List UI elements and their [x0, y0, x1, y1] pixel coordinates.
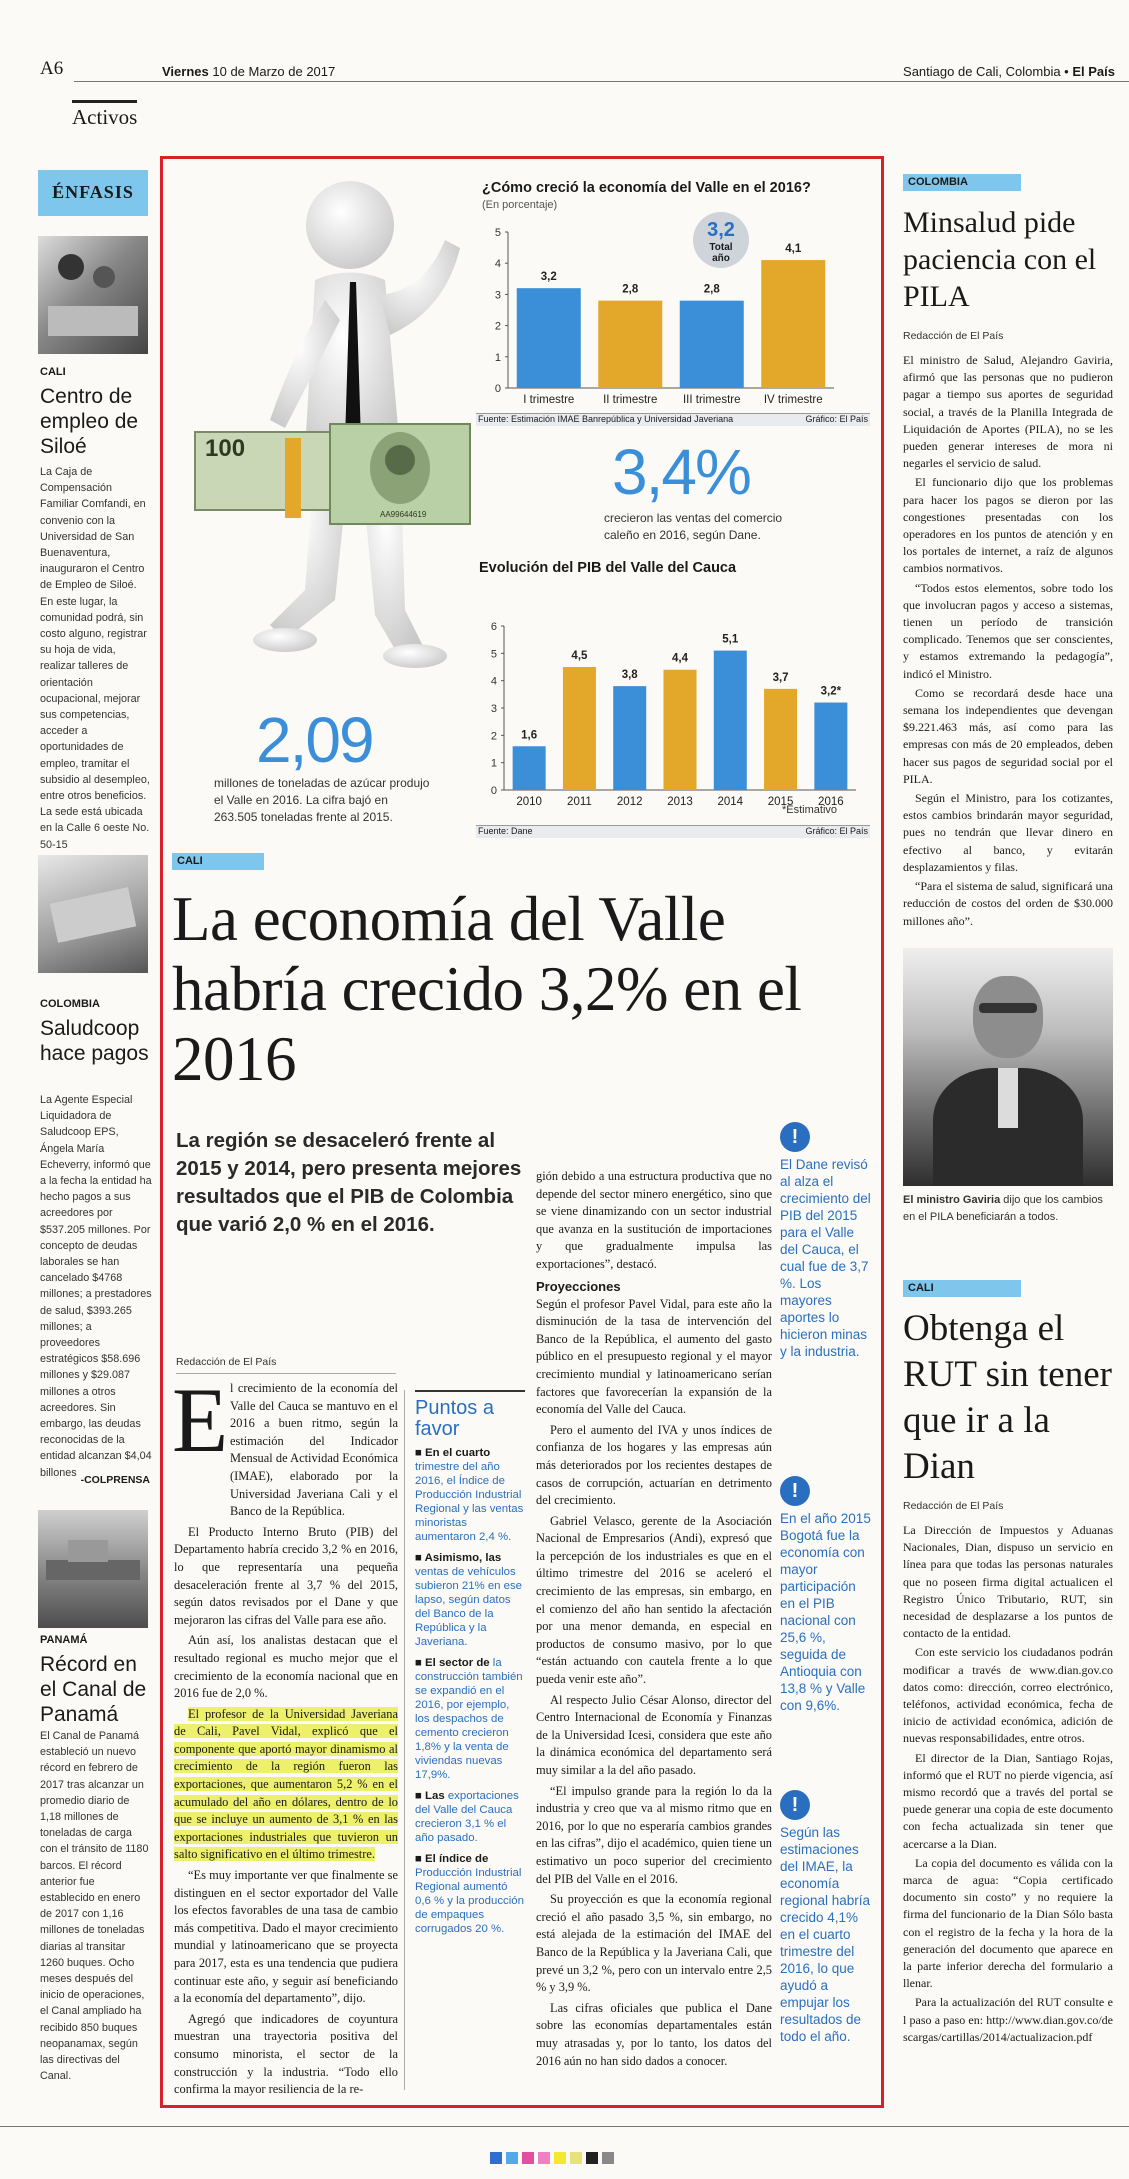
stat2-text: millones de toneladas de azúcar produjo el Valle en 2016. La cifra bajó en 263.505 toneladas frente al 2015.	[214, 776, 430, 824]
chart2-pib-evolution	[476, 612, 860, 810]
color-registration-strip	[490, 2152, 614, 2164]
col2-p2: Según el profesor Pavel Vidal, para este año la disminución de la tasa de intervención del Banco de la República, el aumento del gasto público en el presupuesto regional y el mayor crecimiento mundial y latinoamericano serían factores que favorecerían la expansión de la economía del Valle del Cauca.	[536, 1296, 772, 1417]
right1-p3: “Todos estos elementos, sobre todo los que involucran pagos y acceso a sistemas, tienen un período de transición complicado. Tenemos que ser conscientes, y estamos extremando la pedagogía”, indicó el Ministro.	[903, 580, 1113, 681]
chart2-note: *Estimativo	[782, 804, 838, 816]
illustration	[175, 170, 475, 760]
chart1-title: ¿Cómo creció la economía del Valle en el 2016?	[482, 180, 811, 196]
category-label: IV trimestre	[763, 394, 823, 406]
y-tick-label: 2	[490, 730, 497, 743]
bar-value-label: 3,2	[540, 271, 557, 284]
header-date	[162, 64, 335, 79]
bar-value-label: 5,1	[722, 633, 739, 646]
stat2-value: 2,09	[256, 704, 373, 776]
bar	[513, 746, 546, 790]
right-body-2	[903, 1522, 1113, 2046]
y-tick-label: 1	[494, 351, 501, 364]
main-p4	[174, 1706, 398, 1864]
left-photo-3	[38, 1510, 148, 1628]
left-tag-1: CALI	[40, 366, 66, 378]
left-tag-2: COLOMBIA	[40, 998, 100, 1010]
bar-value-label: 3,7	[772, 671, 789, 684]
fact-box-1	[780, 1122, 872, 1360]
main-p3: Aún así, los analistas destacan que el resultado regional es mucho mejor que el crecimiento de la economía nacional que en 2016 fue de 2,0 %.	[174, 1633, 398, 1701]
header-day: Viernes	[162, 64, 209, 79]
sidebar-item-head: ■ Las	[415, 1790, 448, 1802]
enfasis-badge	[38, 170, 148, 216]
right2-p1: La Dirección de Impuestos y Aduanas Nacionales, Dian, dispuso un servicio en línea para que todas las personas naturales que no poseen firma digital actualicen el Registro Único Tributario, RUT, sin necesidad de desplazarse a los puntos de contacto de la entidad.	[903, 1523, 1113, 1641]
category-label: 2013	[667, 796, 693, 808]
banknote-value: 100	[205, 435, 246, 462]
chart2-title: Evolución del PIB del Valle del Cauca	[479, 560, 737, 576]
bar-value-label: 4,4	[672, 652, 688, 665]
bar	[680, 301, 744, 388]
chart1-footer	[476, 413, 870, 426]
total-badge-value: 3,2	[707, 219, 735, 241]
chart1-subtitle: (En porcentaje)	[482, 199, 558, 211]
bar	[563, 667, 596, 790]
sidebar-item	[415, 1789, 525, 1845]
fact-box-2	[780, 1476, 872, 1714]
caption-text: dijo que los cambios en el PILA beneficiarán a todos.	[903, 1194, 1103, 1223]
section-name: Activos	[72, 100, 137, 130]
sidebar-item-head: ■ El sector de	[415, 1657, 493, 1669]
bar	[598, 301, 662, 388]
sidebar-item-body: ventas de vehículos subieron 21% en ese lapso, según datos del Banco de la República y la Javeriana.	[415, 1566, 523, 1648]
right1-p5: Según el Ministro, para los cotizantes, estos cambios brindarán mayor seguridad, pues no tendrán que llevar dinero en efectivo al banco, y evitarán desplazamientos y filas.	[903, 791, 1113, 874]
right-title-2: Obtenga el RUT sin tener que ir a la Dian	[903, 1308, 1112, 1487]
sidebar-item-head: ■ En el cuarto	[415, 1447, 491, 1459]
main-col1	[174, 1380, 398, 2099]
sidebar-item	[415, 1852, 525, 1936]
banknote-serial: AA99644619	[380, 510, 427, 519]
category-label: 2010	[516, 796, 542, 808]
y-tick-label: 1	[490, 757, 497, 770]
right2-p3: El director de la Dian, Santiago Rojas, informó que el RUT no pierde vigencia, así mismo recordó que a través del portal se puede generar una copia de este documento con fecha actualizada sin tener que acercarse a la Dian.	[903, 1750, 1113, 1851]
total-badge-label2: año	[712, 253, 730, 264]
right-body-1	[903, 352, 1113, 930]
right-byline-1: Redacción de El País	[903, 330, 1004, 342]
fact-text-1: El Dane revisó al alza el crecimiento del PIB del 2015 para el Valle del Cauca, el cual fue de 3,7 %. Los mayores aportes lo hicieron minas y la industria.	[780, 1157, 871, 1359]
y-tick-label: 5	[494, 227, 501, 239]
minister-caption	[903, 1192, 1113, 1226]
right1-p6: “Para el sistema de salud, significará una reducción de costos del orden de $30.000 millones año”.	[903, 879, 1113, 928]
minister-photo	[903, 948, 1113, 1186]
right1-p1: El ministro de Salud, Alejandro Gaviria, afirmó que las personas que no pudieron pagar a tiempo sus aportes de seguridad social, a través de la Planilla Integrada de Liquidación de Aportes (PILA), no se les pueden generar intereses de mora ni negarles el servicio de salud.	[903, 353, 1113, 471]
main-p5: “Es muy importante ver que finalmente se distinguen en el sector exportador del Valle los efectos favorables de una tasa de cambio más competitiva. Dado el mayor crecimiento mundial y latinoamericano que se proyecta para 2017, esta es una tendencia que pudiera continuar este año, y seguir así beneficiando a la economía del departamento”, dijo.	[174, 1868, 398, 2006]
right2-p4: La copia del documento es válida con la marca de agua: “Copia certificado documento sin costo” y no requiere la firma del funcionario de la Dian Sólo basta con el registro de la fecha y la hora de la generación del documento que aparece en la parte inferior derecha del formulario a llenar.	[903, 1855, 1113, 1991]
col2-p7: Su proyección es que la economía regional creció el año pasado 3,5 %, sin embargo, no está alejada de la estimación del IMAE del Banco de la República y la Javeriana Cali, que prevé un 3,2 %, pero con un intervalo entre 2,5 % y 3,9 %.	[536, 1892, 772, 1995]
left-tag-3: PANAMÁ	[40, 1634, 88, 1646]
right-tag-1: COLOMBIA	[903, 174, 1021, 191]
y-tick-label: 4	[490, 675, 497, 688]
walking-figure-icon	[175, 170, 475, 760]
stat1-value: 3,4%	[612, 436, 750, 508]
col2-p1: gión debido a una estructura productiva que no depende del sector minero energético, sino que se viene dinamizando con un sector industrial que avanza en la sustitución de importaciones y que gradualmente impulsa las exportaciones”, destacó.	[536, 1169, 772, 1271]
category-label: 2011	[567, 796, 592, 808]
y-tick-label: 2	[494, 320, 501, 333]
category-label: II trimestre	[603, 394, 658, 406]
left-title-3: Récord en el Canal de Panamá	[40, 1653, 147, 1726]
y-tick-label: 5	[490, 648, 497, 661]
main-p1: l crecimiento de la economía del Valle del Cauca se mantuvo en el 2016 a buen ritmo, según la estimación del Indicador Mensual de Actividad Económica (IMAE), elaborado por la Universidad Javeriana Cali y el Banco de la República.	[230, 1381, 398, 1519]
y-tick-label: 6	[490, 621, 497, 633]
col2-p5: Al respecto Julio César Alonso, director del Centro Internacional de Economía y Finanzas de la Universidad Icesi, considera que este año la dinámica económica del departamento será muy similar a la del año pasado.	[536, 1692, 772, 1777]
category-label: III trimestre	[682, 394, 741, 406]
left-title-2: Saludcoop hace pagos	[40, 1017, 149, 1065]
left-credit-2: -COLPRENSA	[80, 1474, 150, 1486]
sidebar-item	[415, 1446, 525, 1544]
dek: La región se desaceleró frente al 2015 y 2014, pero presenta mejores resultados que el PIB de Colombia que varió 2,0 % en el 2016.	[176, 1129, 522, 1236]
header-paper: El País	[1072, 64, 1115, 79]
header-rule	[74, 81, 1129, 82]
chart2-footer	[476, 825, 870, 838]
sidebar-item-body: Producción Industrial Regional aumentó 0,6 % y la producción de empaques corrugados 20 %.	[415, 1867, 524, 1935]
right1-p4: Como se recordará desde hace una semana los independientes que devengan $9.221.463 más, así como para las empresas con más de 20 empleados, deben hacer sus pagos de seguridad social por el PILA.	[903, 685, 1113, 786]
main-tag: CALI	[172, 853, 264, 870]
category-label: 2014	[717, 796, 744, 808]
sidebar-item	[415, 1551, 525, 1649]
chart1-quarterly-growth	[480, 218, 840, 410]
category-label: 2016	[818, 796, 844, 808]
fact-box-3	[780, 1790, 872, 2045]
sidebar-top-rule	[415, 1390, 525, 1392]
bar	[764, 689, 797, 790]
footer-rule	[0, 2126, 1129, 2127]
main-p4-highlight: El profesor de la Universidad Javeriana de Cali, Pavel Vidal, explicó que el componente que aportó mayor dinamismo al crecimiento de la región fueron las exportaciones, que aumentaron 5,2 % en el acumulado del año en dólares, dentro de lo que se incluye un aumento de 3,1 % en las exportaciones industriales que tuvieron un salto significativo en el último trimestre.	[174, 1706, 398, 1862]
col2-heading: Proyecciones	[536, 1278, 621, 1294]
left-photo-2	[38, 855, 148, 973]
y-tick-label: 0	[490, 785, 497, 797]
enfasis-label: ÉNFASIS	[52, 182, 134, 202]
main-p2: El Producto Interno Bruto (PIB) del Departamento habría crecido 3,2 % en 2016, lo que representaría una pequeña desaceleración frente al 3,7 % del 2015, según datos revisados por el Dane y que mejoraron las cifras del Valle para ese año.	[174, 1524, 398, 1627]
bar-value-label: 2,8	[622, 283, 639, 296]
bar-value-label: 2,8	[703, 283, 720, 296]
sidebar-list	[415, 1446, 525, 1936]
right-byline-2: Redacción de El País	[903, 1500, 1004, 1512]
right-title-1: Minsalud pide paciencia con el PILA	[903, 206, 1097, 313]
sidebar-item	[415, 1656, 525, 1782]
sidebar-item-body: la construcción también se expandió en el 2016, por ejemplo, los despachos de cemento crecieron 1,8% y la venta de viviendas nuevas 17,9%.	[415, 1657, 523, 1781]
fact-text-2: En el año 2015 Bogotá fue la economía con mayor participación en el PIB nacional con 25,6 %, seguida de Antioquia con 13,8 % y Valle con 9,6%.	[780, 1511, 871, 1713]
headline: La economía del Valle habría crecido 3,2% en el 2016	[172, 884, 802, 1094]
category-label: 2015	[767, 796, 794, 808]
stat1-text: crecieron las ventas del comercio caleño en 2016, según Dane.	[604, 511, 783, 542]
sidebar-item-body: trimestre del año 2016, el Índice de Producción Industrial Regional y las ventas minoristas aumentaron 2,4 %.	[415, 1461, 524, 1543]
sidebar-item-head: ■ El índice de	[415, 1853, 489, 1865]
bar-value-label: 1,6	[521, 729, 538, 742]
left-body-3: El Canal de Panamá estableció un nuevo récord en febrero de 2017 tras alcanzar un promedio diario de 1,18 millones de toneladas de carga con el tránsito de 1180 barcos. El récord anterior fue establecido en enero de 2017 con 1,16 millones de toneladas diarias al transitar 1260 buques. Ocho meses después del inicio de operaciones, el Canal ampliado ha recibido 850 buques neopanamax, según las directivas del Canal.	[40, 1730, 149, 2083]
y-tick-label: 0	[494, 383, 501, 395]
sidebar-item-head: ■ Asimismo, las	[415, 1552, 502, 1564]
header-place	[903, 64, 1115, 79]
sidebar-puntos	[404, 1390, 525, 2090]
right1-p2: El funcionario dijo que los problemas para hacer los pagos se dieron por las congestiones presentadas con los operadores en los puntos de atención y en los portales de internet, a raíz de algunos cambios normativos.	[903, 475, 1113, 576]
chart2-credit: Gráfico: El País	[805, 826, 868, 836]
bar-value-label: 4,1	[785, 243, 802, 256]
chart2-source: Fuente: Dane	[478, 826, 533, 836]
alert-icon-3: !	[780, 1790, 810, 1820]
caption-bold: El ministro Gaviria	[903, 1194, 1001, 1206]
alert-icon-1: !	[780, 1122, 810, 1152]
header-city: Santiago de Cali, Colombia •	[903, 64, 1069, 79]
main-p6: Agregó que indicadores de coyuntura muestran una trayectoria positiva del consumo minorista, el sector de la construcción y la industria. “Todo ello confirma la mayor resiliencia de la re-	[174, 2011, 398, 2097]
left-body-2: La Agente Especial Liquidadora de Saludcoop EPS, Ángela María Echeverry, informó que a la fecha la entidad ha hecho pagos a sus acreedores por $537.205 millones. Por concepto de deudas laborales se han cancelado $4768 millones; a prestadores de salud, $393.265 millones; a proveedores estratégicos $58.696 millones y $29.087 millones a otros acreedores. Sin embargo, las deudas reconocidas de la entidad alcanzan $4,04 billones	[40, 1094, 152, 1479]
chart1-source: Fuente: Estimación IMAE Banrepública y Universidad Javeriana	[478, 414, 734, 424]
page-number: A6	[40, 58, 64, 79]
right2-p5: Para la actualización del RUT consulte el paso a paso en: http://www.dian.gov.co/descargas/cartillas/2014/actualizacion.pdf	[903, 1995, 1113, 2044]
total-badge-label: Total	[709, 242, 733, 253]
col2-p3: Pero el aumento del IVA y unos índices de confianza de los hogares y las empresas aún más deteriorados por los recientes destapes de casos de corrupción, actuarían en detrimento del crecimiento.	[536, 1422, 772, 1508]
header-date-rest: 10 de Marzo de 2017	[212, 64, 336, 79]
left-photo-1	[38, 236, 148, 354]
drop-cap: E	[172, 1369, 229, 1471]
bar-value-label: 3,2*	[820, 685, 842, 698]
category-label: I trimestre	[523, 394, 575, 406]
alert-icon-2: !	[780, 1476, 810, 1506]
right2-p2: Con este servicio los ciudadanos podrán modificar a través de www.dian.gov.co datos como: dirección, correo electrónico, teléfonos, actividad económica, fecha de inicio de actividad económica, adición de nuevas responsabilidades, entre otros.	[903, 1645, 1113, 1746]
fact-text-3: Según las estimaciones del IMAE, la economía regional habría crecido 4,1% en el cuarto trimestre del 2016, lo que ayudó a empujar los resultados de todo el año.	[780, 1825, 871, 2044]
left-body-1: La Caja de Compensación Familiar Comfandi, en convenio con la Universidad de San Buenaventura, inauguraron el Centro de Empleo de Siloé. En este lugar, la comunidad podrá, sin costo alguno, registrar su hoja de vida, realizar talleres de orientación ocupacional, mejorar sus competencias, acceder a oportunidades de empleo, tramitar el subsidio al desempleo, entre otros beneficios. La sede está ubicada en la Calle 6 oeste No. 50-15	[40, 466, 150, 851]
byline: Redacción de El País	[176, 1356, 277, 1368]
y-tick-label: 3	[490, 703, 497, 715]
bar	[714, 651, 747, 790]
sidebar-item-body: exportaciones del Valle del Cauca crecieron 3,1 % el año pasado.	[415, 1790, 519, 1844]
bar	[517, 288, 581, 388]
col2-p4: Gabriel Velasco, gerente de la Asociación Nacional de Empresarios (Andi), expresó que la percepción de los industriales es que en el último trimestre del 2016 se aceleró el crecimiento de las empresas, sin embargo, en el comienzo del año han sentido la afectación por una menor demanda, en especial en productos de consumo masivo, por lo que “están actuando con cautela frente a lo que pueda venir este año”.	[536, 1513, 772, 1687]
right-tag-2: CALI	[903, 1280, 1021, 1297]
col2-p6: “El impulso grande para la región lo da la industria y creo que va al mismo ritmo que en 2016, por lo que no esperaría cambios grandes en las cifras”, dijo el académico, quien tiene un estimativo un poco superior del crecimiento del PIB del Valle en el 2016.	[536, 1783, 772, 1886]
col2-p8: Las cifras oficiales que publica el Dane sobre las economías departamentales están muy atrasadas y, por lo tanto, los datos del 2016 aún no han sido dados a conocer.	[536, 2000, 772, 2068]
bar	[761, 260, 825, 388]
chart1-credit: Gráfico: El País	[805, 414, 868, 424]
category-label: 2012	[616, 796, 643, 808]
left-title-1: Centro de empleo de Siloé	[40, 385, 139, 458]
bar-value-label: 4,5	[571, 650, 588, 662]
y-tick-label: 3	[494, 289, 501, 302]
main-col2	[536, 1168, 772, 2070]
bar-value-label: 3,8	[621, 669, 638, 682]
bar	[664, 670, 697, 790]
sidebar-title: Puntos a favor	[415, 1397, 494, 1440]
bar	[814, 703, 847, 790]
bar	[613, 686, 646, 790]
y-tick-label: 4	[494, 258, 501, 271]
